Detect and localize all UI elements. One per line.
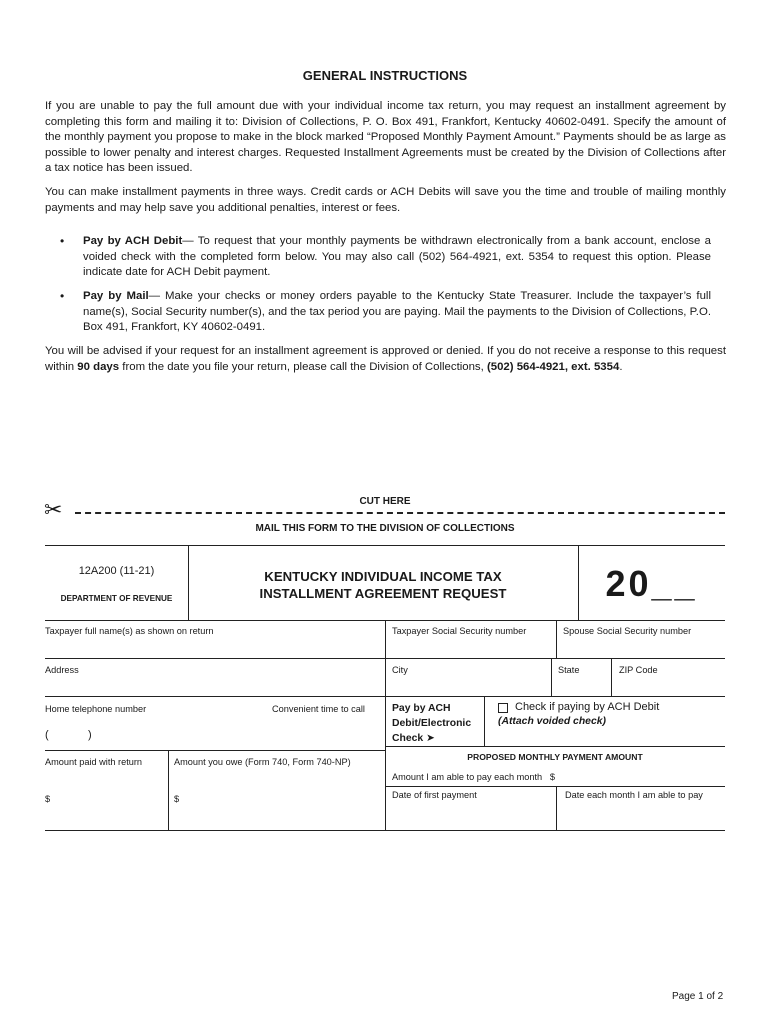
- bullet-icon: •: [60, 234, 65, 248]
- bullet-ach: [83, 234, 711, 281]
- phone-paren-close: ): [88, 729, 92, 741]
- tax-year: 20__: [605, 563, 698, 604]
- state-label: State: [558, 665, 580, 675]
- city-label: City: [392, 665, 408, 675]
- form-title: [188, 568, 578, 602]
- form-divider: [168, 750, 169, 830]
- amount-paid-dollar: $: [45, 794, 51, 804]
- bullet-mail: [83, 289, 711, 336]
- form-divider: [551, 658, 552, 696]
- form-divider: [484, 696, 485, 746]
- pay-ach-label: [392, 701, 471, 746]
- attach-check-note: (Attach voided check): [498, 716, 606, 727]
- form-row-line: [385, 746, 725, 747]
- pay-ach-line2: Debit/Electronic: [392, 718, 472, 729]
- cut-here-label: CUT HERE: [359, 496, 411, 507]
- scissors-icon: ✂: [44, 497, 63, 522]
- address-label: Address: [45, 665, 79, 675]
- amount-owe-dollar: $: [174, 794, 180, 804]
- form-row-line: [45, 658, 725, 659]
- bullet-ach-text: — To request that your monthly payments be withdrawn electronically from a bank account, enclose a voided check with the completed form below. You may also call (502) 564-4921, ext. 5354 to request this option. Please indicate date for ACH Debit payment.: [83, 235, 711, 279]
- bullet-icon: •: [60, 289, 65, 303]
- form-divider: [611, 658, 612, 696]
- amount-able-label: [392, 772, 555, 782]
- amount-paid-label: Amount paid with return: [45, 757, 143, 767]
- bullet-mail-label: Pay by Mail: [83, 290, 149, 302]
- advised-phone: (502) 564-4921, ext. 5354: [486, 360, 620, 373]
- arrow-right-icon: ➤: [426, 733, 435, 744]
- ach-debit-checkbox[interactable]: [498, 703, 508, 713]
- taxpayer-name-label: Taxpayer full name(s) as shown on return: [45, 626, 214, 636]
- amount-able-dollar: $: [549, 772, 555, 782]
- amount-able-text: Amount I am able to pay each month: [392, 772, 543, 782]
- intro-paragraph: If you are unable to pay the full amount due with your individual income tax return, you may request an installment agreement by completing this form and mailing it to: Division of Collections, P. O. Box 491, Frankfort, Kentucky 40602-0491. Specify the amount of the monthly payment you propose to make in the block marked “Proposed Monthly Payment Amount.” Payments should be as large as possible to lower penalty and interest charges. Requested Installment Agreements must be created by the Division of Collections after a tax notice has been issued.: [45, 100, 726, 175]
- form-divider: [556, 786, 557, 830]
- mail-form-label: MAIL THIS FORM TO THE DIVISION OF COLLECTIONS: [255, 523, 515, 534]
- bullet-ach-label: Pay by ACH Debit: [83, 235, 183, 247]
- advised-part2: from the date you file your return, please call the Division of Collections,: [119, 360, 487, 373]
- pay-ach-line1: Pay by ACH: [392, 703, 451, 714]
- department-label: DEPARTMENT OF REVENUE: [60, 594, 173, 603]
- form-bottom-border: [45, 830, 725, 831]
- form-top-border: [45, 545, 725, 546]
- advised-paragraph: [45, 344, 726, 375]
- advised-part1: You will be advised if your request for an installment agreement is approved or denied. If you do not receive a response to this request within: [45, 345, 726, 373]
- page-title: GENERAL INSTRUCTIONS: [302, 68, 468, 83]
- zip-label: ZIP Code: [619, 665, 658, 675]
- proposed-payment-header: PROPOSED MONTHLY PAYMENT AMOUNT: [467, 752, 643, 762]
- form-divider: [556, 620, 557, 658]
- form-row-line: [45, 696, 725, 697]
- date-first-label: Date of first payment: [392, 790, 477, 800]
- advised-days: 90 days: [77, 360, 120, 373]
- convenient-time-label: Convenient time to call: [272, 704, 365, 714]
- form-divider: [385, 620, 386, 830]
- phone-paren-open: (: [45, 729, 49, 741]
- page-number: Page 1 of 2: [672, 991, 724, 1002]
- spouse-ssn-label: Spouse Social Security number: [563, 626, 692, 636]
- amount-owe-label: Amount you owe (Form 740, Form 740-NP): [174, 757, 351, 767]
- form-code: 12A200 (11-21): [78, 565, 155, 577]
- taxpayer-ssn-label: Taxpayer Social Security number: [392, 626, 527, 636]
- home-phone-label: Home telephone number: [45, 704, 147, 714]
- ach-debit-checkbox-label: Check if paying by ACH Debit: [515, 701, 660, 713]
- advised-end: .: [619, 360, 623, 373]
- form-title-line2: INSTALLMENT AGREEMENT REQUEST: [259, 586, 507, 601]
- pay-ach-line3-text: Check: [392, 733, 424, 744]
- cut-line: [75, 512, 725, 514]
- form-row-line: [45, 750, 385, 751]
- form-title-line1: KENTUCKY INDIVIDUAL INCOME TAX: [264, 569, 502, 584]
- form-row-line: [385, 786, 725, 787]
- date-each-label: Date each month I am able to pay: [565, 790, 703, 800]
- bullet-mail-text: — Make your checks or money orders payable to the Kentucky State Treasurer. Include the taxpayer’s full name(s), Social Security number(s), and the tax period you are paying. Mail the payments to the Division of Collections, P.O. Box 491, Frankfort, KY 40602-0491.: [83, 290, 711, 334]
- pay-ach-line3: [392, 731, 471, 746]
- payment-ways-paragraph: You can make installment payments in three ways. Credit cards or ACH Debits will save you the time and trouble of mailing monthly payments and may help save you additional penalties, interest or fees.: [45, 186, 726, 214]
